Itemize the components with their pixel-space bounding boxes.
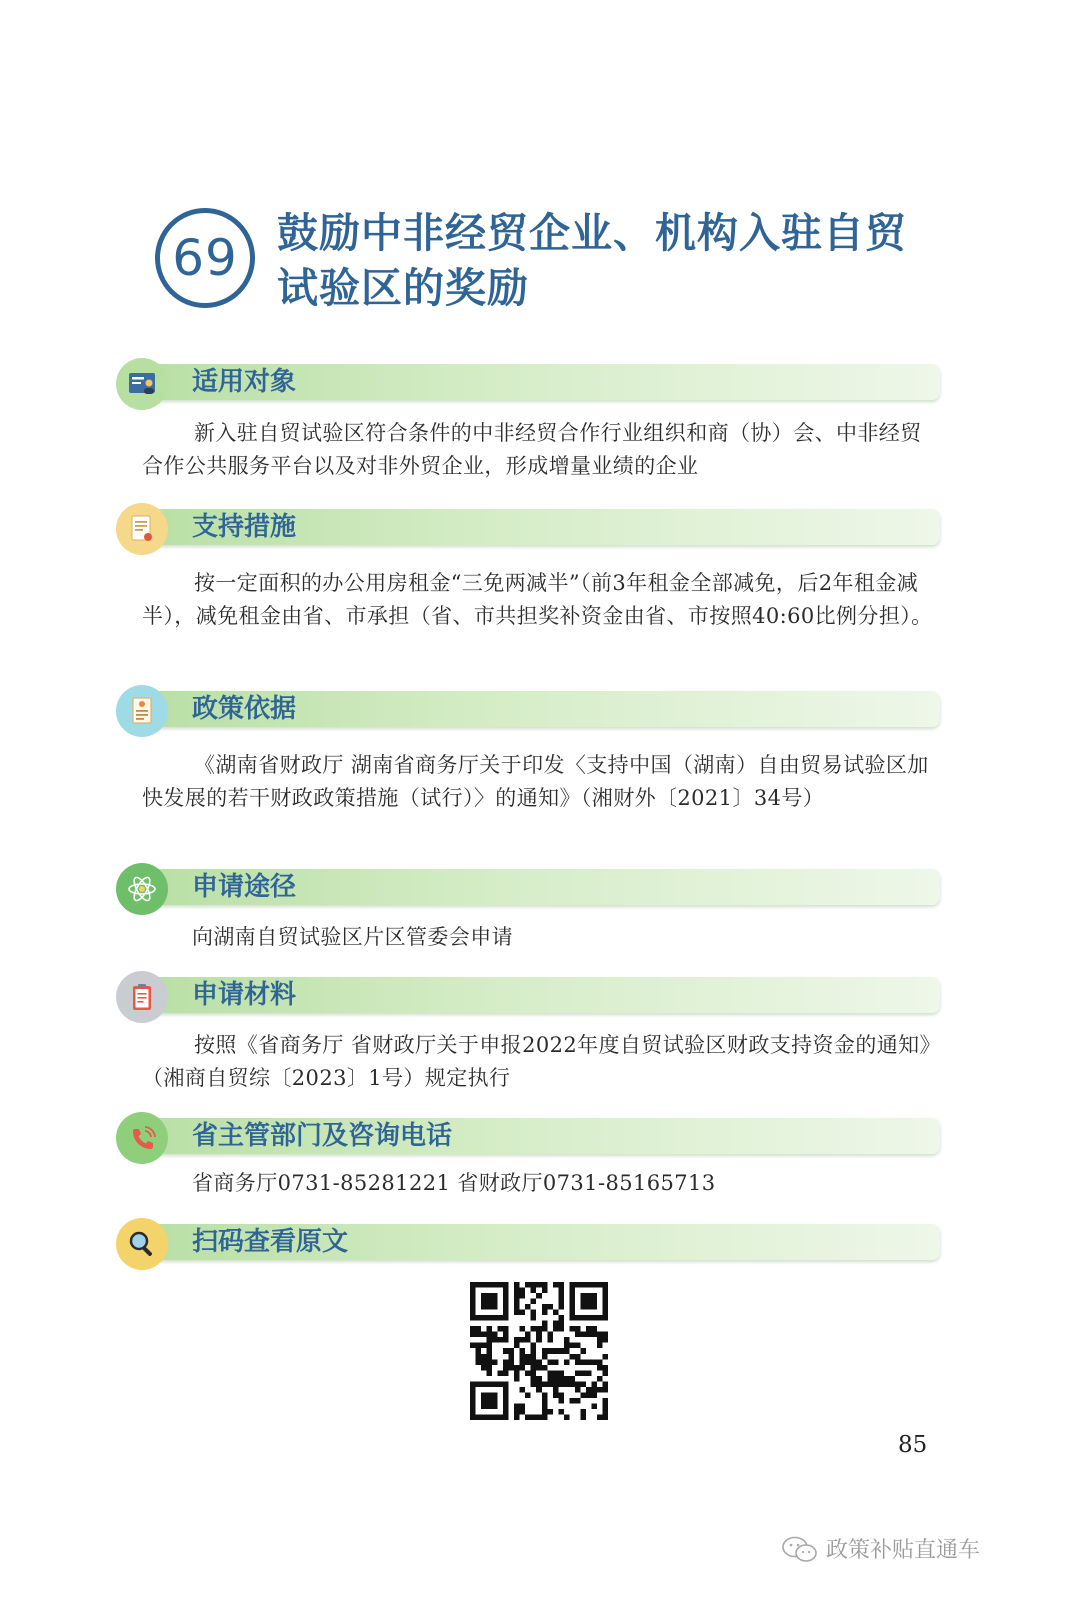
page-number: 85 xyxy=(898,1432,928,1458)
section-label: 申请材料 xyxy=(192,980,297,1010)
section-text-contact: 省商务厅0731-85281221 省财政厅0731-85165713 xyxy=(192,1171,716,1195)
section-label: 适用对象 xyxy=(192,367,297,397)
section-header-materials xyxy=(116,971,940,1019)
section-label: 省主管部门及咨询电话 xyxy=(192,1121,453,1151)
section-text-materials: 按照《省商务厅 省财政厅关于申报2022年度自贸试验区财政支持资金的通知》（湘商自贸综〔2023〕1号）规定执行 xyxy=(142,1033,931,1090)
wechat-icon xyxy=(780,1534,820,1564)
section-label: 支持措施 xyxy=(192,512,297,542)
section-text-applicable: 新入驻自贸试验区符合条件的中非经贸合作行业组织和商（协）会、中非经贸合作公共服务平台以及对非外贸企业，形成增量业绩的企业 xyxy=(142,421,922,478)
section-header-applicable xyxy=(116,358,940,406)
section-header-channel xyxy=(116,863,940,911)
section-header-basis xyxy=(116,685,940,733)
page-title: 鼓励中非经贸企业、机构入驻自贸试验区的奖励 xyxy=(277,209,907,312)
item-number-badge: 69 xyxy=(155,208,255,308)
section-text-support: 按一定面积的办公用房租金“三免两减半”（前3年租金全部减免，后2年租金减半），减免租金由省、市承担（省、市共担奖补资金由省、市按照40:60比例分担）。 xyxy=(142,571,933,628)
id-card-icon xyxy=(116,358,168,410)
page-header xyxy=(155,208,935,318)
document-icon xyxy=(116,685,168,737)
section-text-basis: 《湖南省财政厅 湖南省商务厅关于印发〈支持中国（湖南）自由贸易试验区加快发展的若干财政政策措施（试行）〉的通知》（湘财外〔2021〕34号） xyxy=(142,753,929,810)
atom-icon xyxy=(116,863,168,915)
certificate-icon xyxy=(116,503,168,555)
section-text-channel: 向湖南自贸试验区片区管委会申请 xyxy=(192,925,513,949)
section-label: 政策依据 xyxy=(192,694,297,724)
section-label: 扫码查看原文 xyxy=(192,1227,349,1257)
section-header-scan xyxy=(116,1218,940,1266)
section-header-support xyxy=(116,503,940,551)
watermark xyxy=(780,1533,980,1564)
section-label: 申请途径 xyxy=(192,872,297,902)
magnifier-icon xyxy=(116,1218,168,1270)
watermark-text: 政策补贴直通车 xyxy=(826,1538,981,1563)
qr-code[interactable] xyxy=(470,1282,608,1420)
phone-icon xyxy=(116,1112,168,1164)
clipboard-icon xyxy=(116,971,168,1023)
section-header-contact xyxy=(116,1112,940,1160)
